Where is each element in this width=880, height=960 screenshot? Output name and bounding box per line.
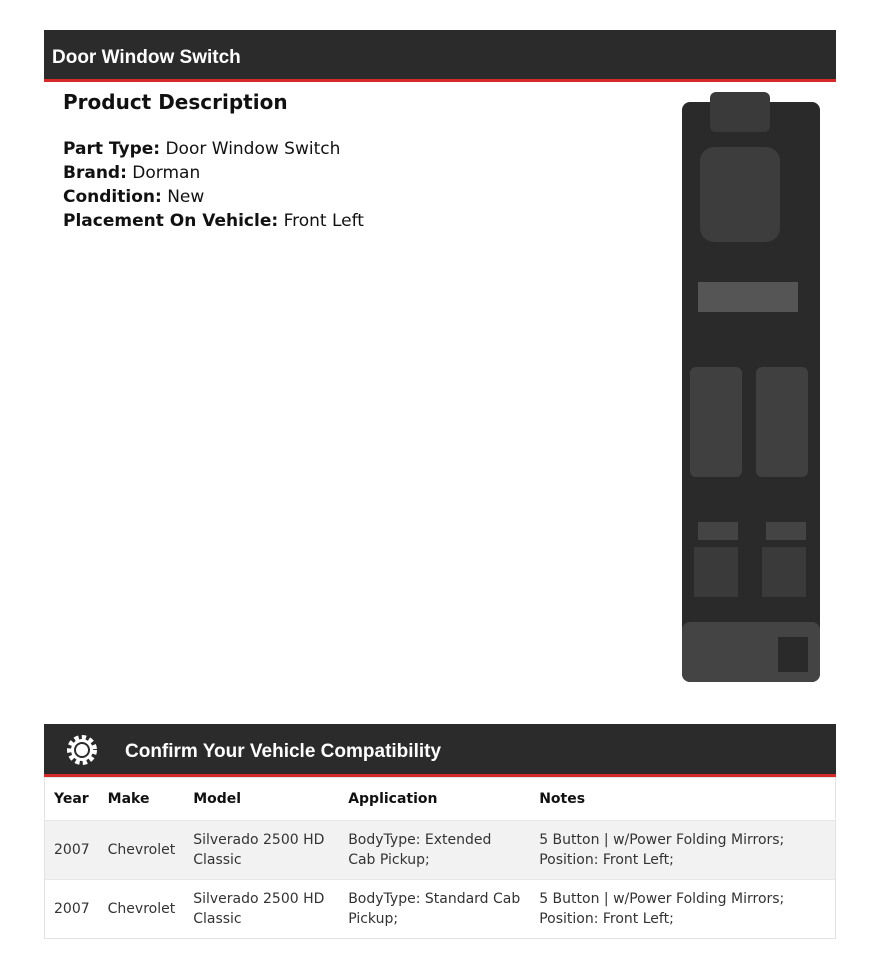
col-application: Application [348, 791, 438, 807]
table-header-row [45, 778, 836, 821]
compatibility-bar [44, 724, 836, 777]
product-title: Door Window Switch [52, 47, 241, 68]
cell-year: 2007 [54, 842, 90, 858]
product-image [670, 92, 830, 688]
spec-placement: Placement On Vehicle: Front Left [63, 211, 364, 231]
cell-notes: 5 Button | w/Power Folding Mirrors; Position: Front Left; [539, 832, 785, 868]
cell-application: BodyType: Extended Cab Pickup; [348, 832, 492, 868]
col-year: Year [54, 791, 89, 807]
cell-application: BodyType: Standard Cab Pickup; [348, 891, 521, 927]
cell-model: Silverado 2500 HD Classic [193, 891, 325, 927]
description-heading: Product Description [63, 90, 288, 114]
compatibility-table [44, 777, 836, 939]
spec-condition: Condition: New [63, 187, 205, 207]
cell-notes: 5 Button | w/Power Folding Mirrors; Position: Front Left; [539, 891, 785, 927]
compatibility-title: Confirm Your Vehicle Compatibility [125, 741, 442, 762]
col-notes: Notes [539, 791, 586, 807]
spec-brand: Brand: Dorman [63, 163, 201, 183]
cell-year: 2007 [54, 901, 90, 917]
table-row [45, 880, 836, 939]
product-title-bar [44, 30, 836, 82]
col-make: Make [107, 791, 150, 807]
table-row [45, 821, 836, 880]
col-model: Model [193, 791, 242, 807]
cell-model: Silverado 2500 HD Classic [193, 832, 325, 868]
spec-part-type: Part Type: Door Window Switch [63, 139, 341, 159]
gear-icon [64, 732, 100, 768]
cell-make: Chevrolet [107, 842, 176, 858]
cell-make: Chevrolet [107, 901, 176, 917]
